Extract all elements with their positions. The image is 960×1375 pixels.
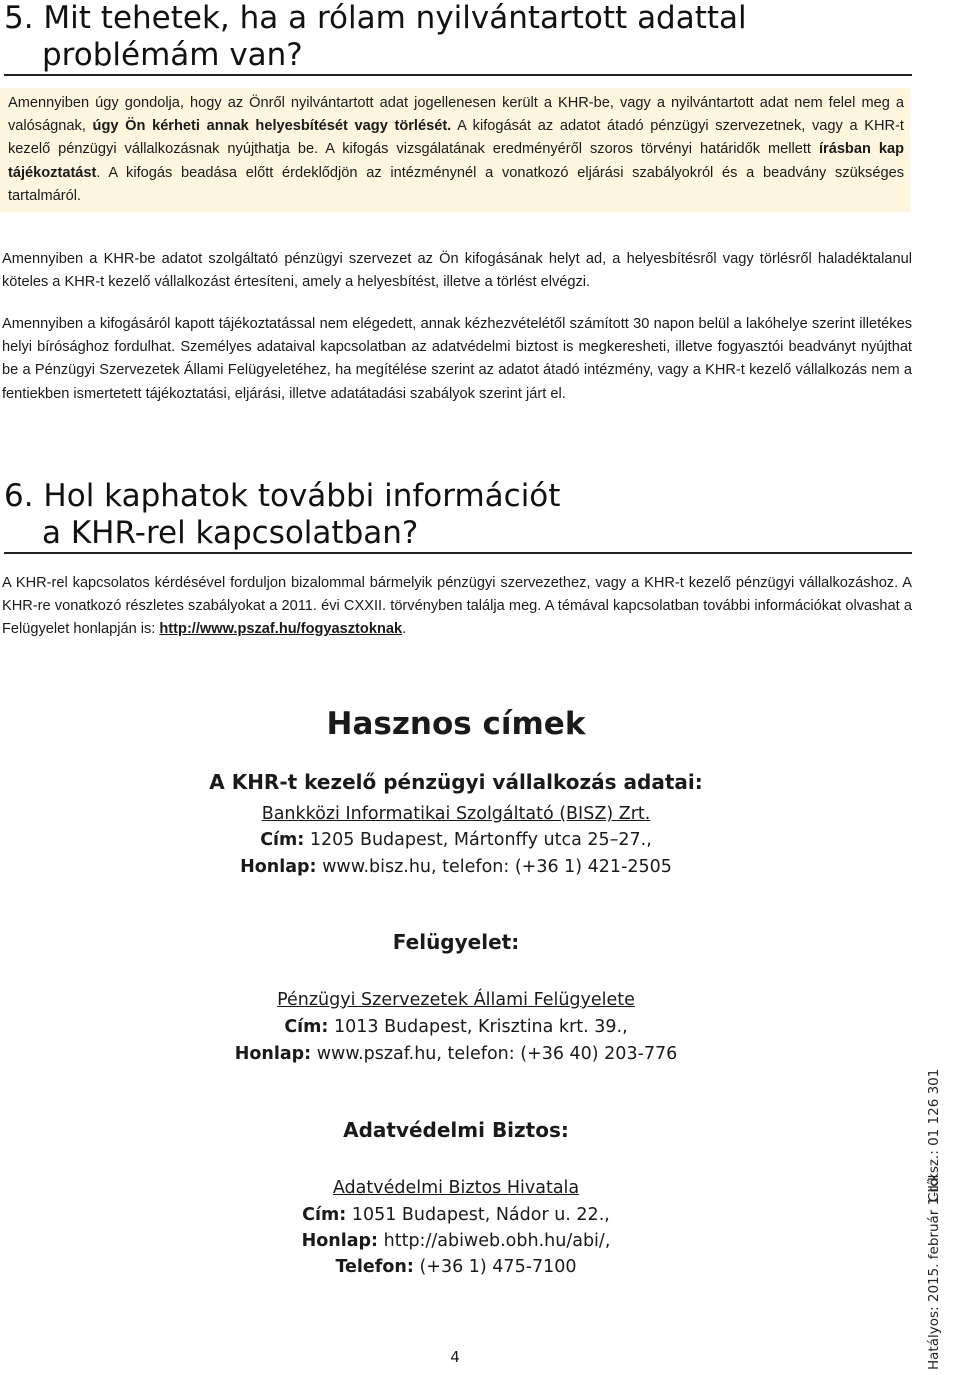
felugyelet-web-label: Honlap: [234, 1044, 312, 1064]
adatvedelem-name: Adatvédelmi Biztos Hivatala [332, 1178, 580, 1198]
box-bold-2: írásban kap tájékoztatást [8, 141, 904, 181]
box-text-2: A kifogását az adatot átadó pénzügyi szervezetnek, vagy a KHR-t kezelő pénzügyi vállalkozásnak nyújthatja be. A kifogás vizsgálatának eredményéről szoros törvényi határidők mellett [8, 118, 904, 158]
section-5-heading [4, 0, 912, 76]
box-text-1: Amennyiben úgy gondolja, hogy az Önről nyilvántartott adat jogellenesen került a KHR-be, vagy a nyilvántartott adat nem felel meg a valóságnak, [8, 95, 904, 135]
page-number: 4 [450, 1348, 460, 1366]
more-info-end: . [402, 621, 407, 638]
khr-heading: A KHR-t kezelő pénzügyi vállalkozás adatai: [209, 770, 703, 794]
khr-web-value: www.bisz.hu, telefon: (+36 1) 421-2505 [316, 857, 672, 877]
khr-web-label: Honlap: [240, 857, 317, 877]
felugyelet-address [0, 1013, 912, 1041]
adatvedelem-web [0, 1227, 912, 1255]
adatvedelem-phone-label: Telefon: [335, 1257, 414, 1277]
adatvedelem-address [0, 1201, 912, 1229]
paragraph-more-info [2, 572, 912, 642]
box-bold-1: úgy Ön kérheti annak helyesbítését vagy törlését. [92, 118, 452, 135]
felugyelet-address-label: Cím: [284, 1017, 329, 1037]
felugyelet-address-value: 1013 Budapest, Krisztina krt. 39., [328, 1017, 628, 1037]
felugyelet-web-value: www.pszaf.hu, telefon: (+36 40) 203-776 [311, 1044, 678, 1064]
box-text-3: . A kifogás beadása előtt érdeklődjön az intézménynél a vonatkozó eljárási szabályokról és a beadvány szükséges tartalmáról. [8, 164, 904, 204]
felugyelet-heading: Felügyelet: [392, 930, 520, 954]
section-6-title-line2: a KHR-rel kapcsolatban? [42, 515, 419, 551]
highlight-box-text [8, 92, 904, 208]
adatvedelem-web-label: Honlap: [301, 1231, 379, 1251]
pszaf-link[interactable]: http://www.pszaf.hu/fogyasztoknak [159, 621, 403, 638]
adatvedelem-heading: Adatvédelmi Biztos: [343, 1118, 569, 1142]
section-6-heading [4, 478, 912, 554]
section-5-title-line1: 5. Mit tehetek, ha a rólam nyilvántartott adattal [4, 0, 747, 36]
khr-address-label: Cím: [260, 830, 305, 850]
khr-address-value: 1205 Budapest, Mártonffy utca 25–27., [304, 830, 652, 850]
khr-web [0, 853, 912, 881]
validity-date: Hatályos: 2015. február 1-től [926, 1174, 942, 1370]
paragraph-court: Amennyiben a kifogásáról kapott tájékoztatással nem elégedett, annak kézhezvételétől számított 30 napon belül a lakóhelye szerint illetékes helyi bírósághoz fordulhat. Személyes adataival kapcsolatban az adatvédelmi biztost is megkeresheti, illetve fogyasztói beadványt nyújthat be a Pénzügyi Szervezetek Állami Felügyeletéhez, ha megítélése szerint az adatot átadó intézmény, vagy a KHR-t kezelő vállalkozás nem a fentiekben ismertetett tájékoztatási, eljárási, illetve adatátadási szabályok szerint járt el. [2, 316, 912, 402]
adatvedelem-phone-value: (+36 1) 475-7100 [413, 1257, 577, 1277]
felugyelet-web [0, 1040, 912, 1068]
felugyelet-name: Pénzügyi Szervezetek Állami Felügyelete [277, 990, 635, 1010]
adatvedelem-address-value: 1051 Budapest, Nádor u. 22., [346, 1205, 610, 1225]
section-5-title-line2: problémám van? [42, 37, 303, 73]
paragraph-correction: Amennyiben a KHR-be adatot szolgáltató pénzügyi szervezet az Ön kifogásának helyt ad, a helyesbítésről vagy törlésről haladéktalanul köteles a KHR-t kezelő vállalkozást értesíteni, amely a helyesbítést, illetve a törlést elvégzi. [2, 251, 912, 291]
more-info-text: A KHR-rel kapcsolatos kérdésével forduljon bizalommal bármelyik pénzügyi szervezethez, vagy a KHR-t kezelő pénzügyi vállalkozáshoz. A KHR-re vonatkozó részletes szabályokat a 2011. évi CXXII. törvényben találja meg. A témával kapcsolatban további információkat olvashat a Felügyelet honlapján is: [2, 575, 912, 638]
highlight-box [0, 88, 910, 212]
adatvedelem-phone [0, 1253, 912, 1281]
section-6-title-line1: 6. Hol kaphatok további információt [4, 478, 561, 514]
side-info [926, 1060, 942, 1370]
adatvedelem-address-label: Cím: [302, 1205, 347, 1225]
article-code: Cikksz.: 01 126 301 [926, 1068, 942, 1202]
useful-addresses-title: Hasznos címek [326, 706, 586, 742]
adatvedelem-web-value: http://abiweb.obh.hu/abi/, [378, 1231, 611, 1251]
khr-address [0, 826, 912, 854]
khr-name: Bankközi Informatikai Szolgáltató (BISZ) Zrt. [261, 804, 651, 824]
